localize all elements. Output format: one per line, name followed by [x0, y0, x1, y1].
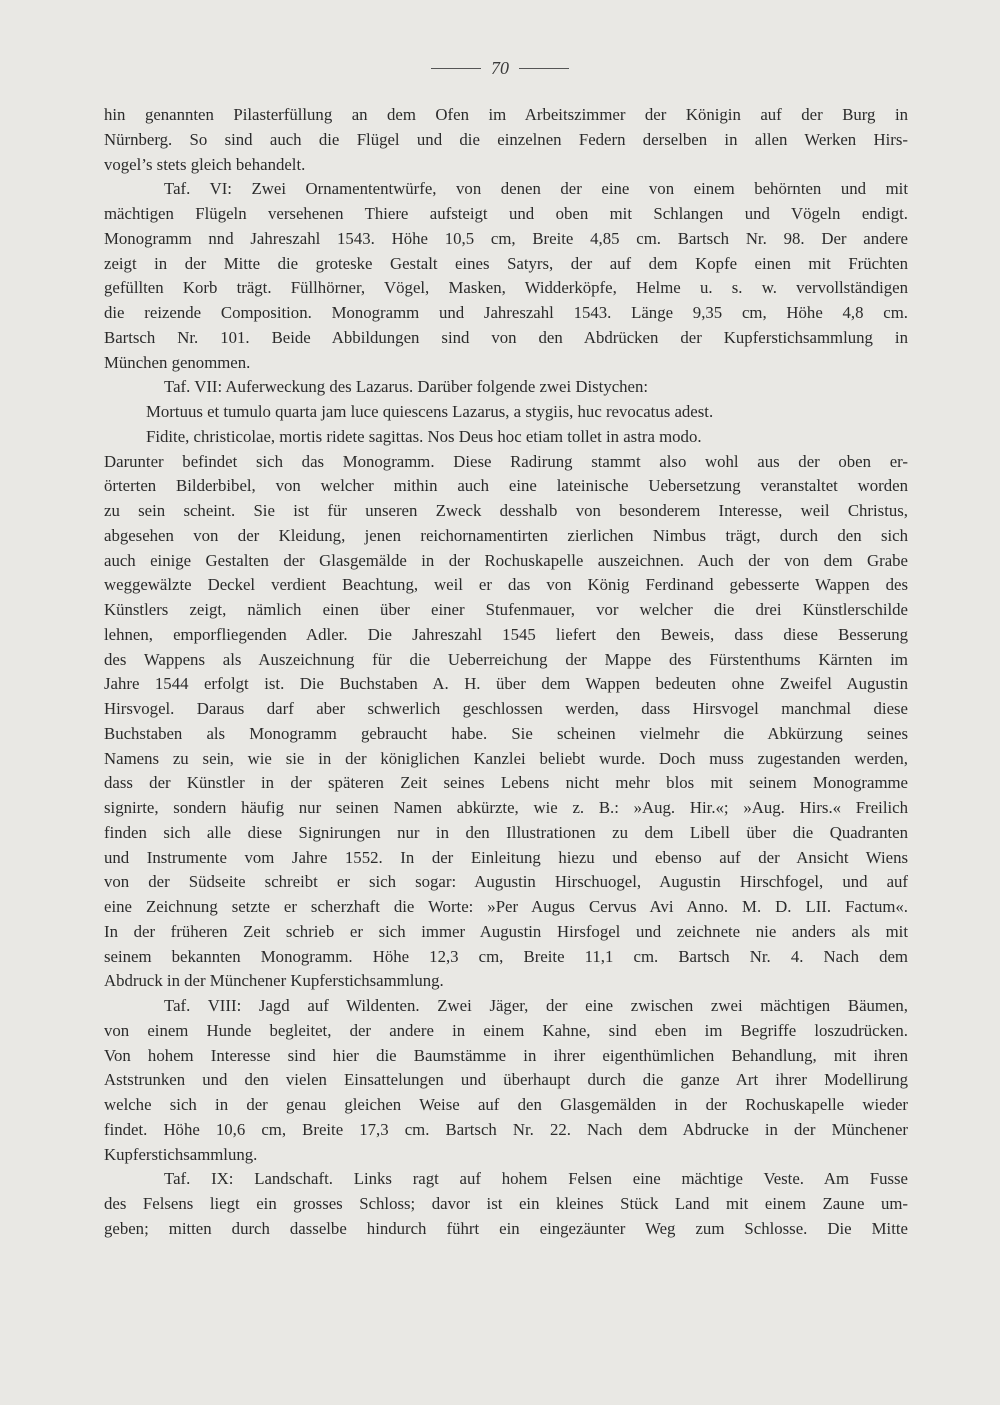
text-line: mächtigen Flügeln versehenen Thiere aufsteigt und oben mit Schlangen und Vögeln endigt.	[104, 204, 908, 223]
text-line: findet. Höhe 10,6 cm, Breite 17,3 cm. Bartsch Nr. 22. Nach dem Abdrucke in der Münchener	[104, 1119, 908, 1139]
text-line: Taf. IX: Landschaft. Links ragt auf hohem Felsen eine mächtige Veste. Am Fusse	[164, 1169, 908, 1189]
text-line: Hirsvogel. Daraus darf aber schwerlich geschlossen werden, dass Hirsvogel manchmal diese	[104, 699, 908, 718]
text-line: Taf. VI: Zwei Ornamententwürfe, von denen der eine von einem behörnten und mit	[164, 179, 908, 199]
text-line: und Instrumente vom Jahre 1552. In der Einleitung hiezu und ebenso auf der Ansicht Wiens	[104, 847, 908, 867]
text-line: seinem bekannten Monogramm. Höhe 12,3 cm, Breite 11,1 cm. Bartsch Nr. 4. Nach dem	[104, 946, 908, 966]
text-line: von einem Hunde begleitet, der andere in einem Kahne, sind eben im Begriffe loszudrücken.	[104, 1020, 908, 1040]
text-line: zu sein scheint. Sie ist für unseren Zweck desshalb von besonderem Interesse, weil Christus,	[104, 501, 908, 520]
text-line: Fidite, christicolae, mortis ridete sagittas. Nos Deus hoc etiam tollet in astra modo.	[146, 426, 702, 446]
text-line: örterten Bilderbibel, von welcher mithin auch eine lateinische Uebersetzung veranstaltet worden	[104, 476, 908, 496]
text-line: auch einige Gestalten der Glasgemälde in der Rochuskapelle auszeichnen. Auch der von dem Grabe	[104, 550, 908, 570]
text-line: eine Zeichnung setzte er scherzhaft die Worte: »Per Augus Cervus Avi Anno. M. D. LII. Factum«.	[104, 897, 908, 916]
text-line: von der Südseite schreibt er sich sogar: Augustin Hirschuogel, Augustin Hirschfogel, und auf	[104, 872, 908, 892]
text-line: vogel’s stets gleich behandelt.	[104, 154, 306, 174]
text-line: Bartsch Nr. 101. Beide Abbildungen sind von den Abdrücken der Kupferstichsammlung in	[104, 327, 908, 347]
page-number: 70	[491, 58, 509, 78]
text-line: des Wappens als Auszeichnung für die Ueberreichung der Mappe des Fürstenthums Kärnten im	[104, 649, 908, 669]
page-header	[0, 58, 1000, 79]
header-rule-right	[519, 68, 569, 69]
text-line: Buchstaben als Monogramm gebraucht habe. Sie scheinen vielmehr die Abkürzung seines	[104, 723, 908, 743]
text-line: Darunter befindet sich das Monogramm. Diese Radirung stammt also wohl aus der oben er-	[104, 451, 908, 471]
text-line: signirte, sondern häufig nur seinen Namen abkürzte, wie z. B.: »Aug. Hir.«; »Aug. Hirs.« Freilich	[104, 798, 908, 817]
text-line: Jahre 1544 erfolgt ist. Die Buchstaben A. H. über dem Wappen bedeuten ohne Zweifel Augustin	[104, 674, 908, 694]
text-line: die reizende Composition. Monogramm und Jahreszahl 1543. Länge 9,35 cm, Höhe 4,8 cm.	[104, 303, 908, 322]
text-line: München genommen.	[104, 352, 251, 372]
text-line: dass der Künstler in der späteren Zeit seines Lebens nicht mehr blos mit seinem Monogramme	[104, 773, 908, 793]
text-line: weggewälzte Deckel verdient Beachtung, weil er das von König Ferdinand gebesserte Wappen des	[104, 575, 908, 595]
text-line: des Felsens liegt ein grosses Schloss; davor ist ein kleines Stück Land mit einem Zaune um-	[104, 1194, 908, 1213]
text-line: hin genannten Pilasterfüllung an dem Ofen im Arbeitszimmer der Königin auf der Burg in	[104, 105, 908, 124]
text-line: abgesehen von der Kleidung, jenen reichornamentirten zierlichen Nimbus trägt, durch den sich	[104, 525, 908, 545]
text-line: finden sich alle diese Signirungen nur in den Illustrationen zu dem Libell über die Quadranten	[104, 822, 908, 842]
text-line: Künstlers zeigt, nämlich einen über einer Stufenmauer, vor welcher die drei Künstlerschilde	[104, 600, 908, 619]
text-line: Kupferstichsammlung.	[104, 1144, 258, 1164]
text-line: gefüllten Korb trägt. Füllhörner, Vögel, Masken, Widderköpfe, Helme u. s. w. vervollständigen	[104, 278, 908, 298]
text-line: zeigt in der Mitte die groteske Gestalt eines Satyrs, der auf dem Kopfe einen mit Früchten	[104, 253, 908, 273]
text-line: geben; mitten durch dasselbe hindurch führt ein eingezäunter Weg zum Schlosse. Die Mitte	[104, 1218, 908, 1238]
text-line: welche sich in der genau gleichen Weise auf den Glasgemälden in der Rochuskapelle wieder	[104, 1095, 908, 1114]
text-line: Taf. VII: Auferweckung des Lazarus. Darüber folgende zwei Distychen:	[164, 377, 649, 397]
text-line: Nürnberg. So sind auch die Flügel und die einzelnen Federn derselben in allen Werken Hirs-	[104, 129, 908, 149]
text-line: Aststrunken und den vielen Einsattelungen und überhaupt durch die ganze Art ihrer Modellirung	[104, 1070, 908, 1090]
text-line: Abdruck in der Münchener Kupferstichsammlung.	[104, 971, 444, 991]
text-line: Mortuus et tumulo quarta jam luce quiescens Lazarus, a stygiis, huc revocatus adest.	[146, 402, 714, 421]
header-rule-left	[431, 68, 481, 69]
text-line: Taf. VIII: Jagd auf Wildenten. Zwei Jäger, der eine zwischen zwei mächtigen Bäumen,	[164, 996, 908, 1015]
body-text	[104, 103, 908, 1242]
text-line: Monogramm nnd Jahreszahl 1543. Höhe 10,5 cm, Breite 4,85 cm. Bartsch Nr. 98. Der andere	[104, 228, 908, 248]
text-line: In der früheren Zeit schrieb er sich immer Augustin Hirsfogel und zeichnete nie anders als mit	[104, 921, 908, 941]
text-line: Von hohem Interesse sind hier die Baumstämme in ihrer eigenthümlichen Behandlung, mit ihren	[104, 1045, 908, 1065]
text-line: Namens zu sein, wie sie in der königlichen Kanzlei beliebt wurde. Doch muss zugestanden werden,	[104, 748, 908, 768]
text-line: lehnen, emporfliegenden Adler. Die Jahreszahl 1545 liefert den Beweis, dass diese Besserung	[104, 624, 908, 644]
